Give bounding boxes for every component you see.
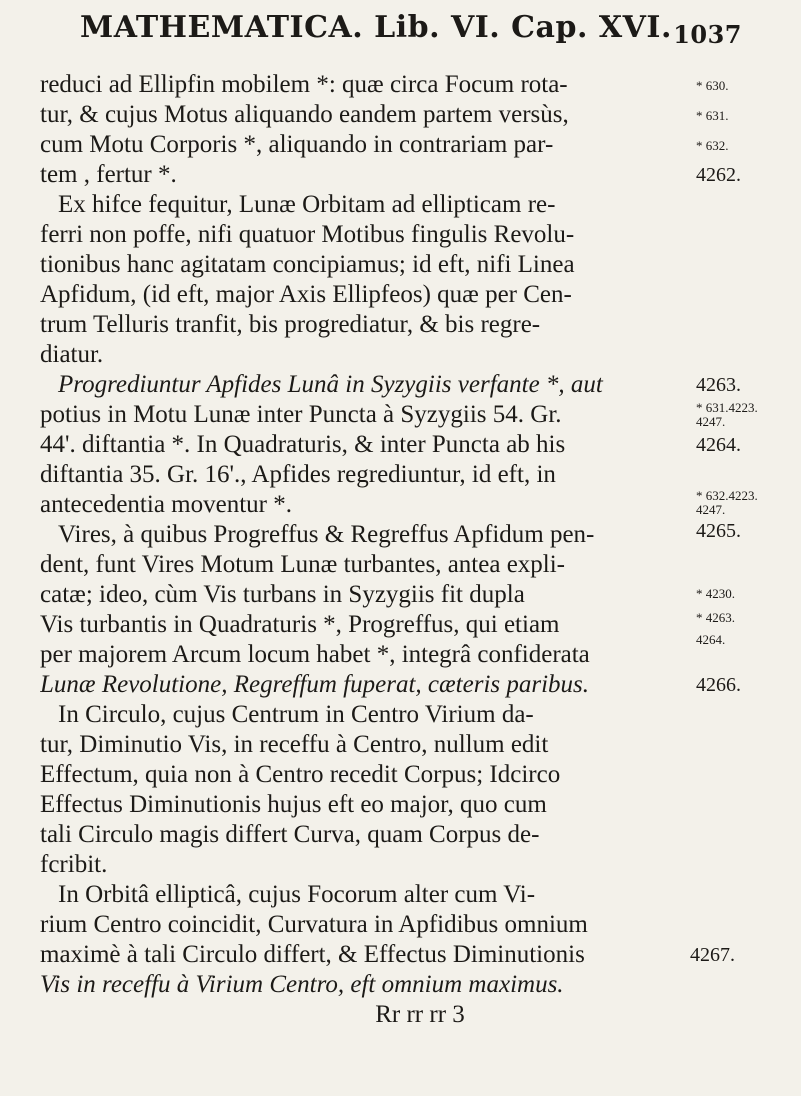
margin-note: * 4230.	[696, 586, 735, 601]
text-line: tali Circulo magis differt Curva, quam Corpus de-	[40, 821, 540, 848]
text-line: reduci ad Ellipfin mobilem *: quæ circa Focum rota-	[40, 71, 568, 98]
text-line: maximè à tali Circulo differt, & Effectus Diminutionis	[40, 941, 585, 968]
text-line: per majorem Arcum locum habet *, integrâ confiderata	[40, 641, 590, 668]
text-line: cum Motu Corporis *, aliquando in contrariam par-	[40, 131, 554, 158]
text-line: tur, & cujus Motus aliquando eandem partem versùs,	[40, 101, 569, 128]
margin-note: * 631.	[696, 108, 729, 123]
text-line: catæ; ideo, cùm Vis turbans in Syzygiis fit dupla	[40, 581, 525, 608]
text-line: potius in Motu Lunæ inter Puncta à Syzygiis 54. Gr.	[40, 401, 562, 428]
margin-note: * 632.	[696, 138, 729, 153]
signature-mark: Rr rr rr 3	[375, 1001, 465, 1028]
running-header	[80, 10, 742, 49]
margin-note: * 4263.	[696, 610, 735, 625]
margin-note: * 630.	[696, 78, 729, 93]
text-line: tionibus hanc agitatam concipiamus; id eft, nifi Linea	[40, 251, 575, 278]
text-line: Effectus Diminutionis hujus eft eo major, quo cum	[40, 791, 547, 818]
page-number: 1037	[673, 20, 742, 49]
text-line: diatur.	[40, 341, 104, 368]
text-line: tem , fertur *.	[40, 161, 177, 188]
margin-note: * 632.4223.	[696, 488, 758, 503]
text-line: Effectum, quia non à Centro recedit Corpus; Idcirco	[40, 761, 561, 788]
margin-note: 4264.	[696, 632, 726, 647]
main-text	[40, 70, 690, 1030]
header-title: MATHEMATICA. Lib. VI. Cap. XVI.	[80, 10, 672, 45]
text-line: 44'. diftantia *. In Quadraturis, & inter Puncta ab his	[40, 431, 566, 458]
text-line: fcribit.	[40, 851, 108, 878]
text-line: rium Centro coincidit, Curvatura in Apfidibus omnium	[40, 911, 588, 938]
text-line: Ex hifce fequitur, Lunæ Orbitam ad ellipticam re-	[58, 191, 556, 218]
text-line: antecedentia moventur *.	[40, 491, 292, 518]
text-line: In Orbitâ ellipticâ, cujus Focorum alter cum Vi-	[58, 881, 536, 908]
margin-note: 4262.	[696, 164, 741, 186]
margin-note: * 631.4223.	[696, 400, 758, 415]
margin-note: 4247.	[696, 502, 726, 517]
text-line: tur, Diminutio Vis, in receffu à Centro, nullum edit	[40, 731, 549, 758]
margin-note: 4266.	[696, 674, 741, 696]
margin-note: 4265.	[696, 520, 741, 542]
text-line: dent, funt Vires Motum Lunæ turbantes, antea expli-	[40, 551, 566, 578]
text-line: Lunæ Revolutione, Regreffum fuperat, cæteris paribus.	[40, 671, 590, 698]
text-line: Vis in receffu à Virium Centro, eft omnium maximus.	[40, 971, 564, 998]
text-line: Progrediuntur Apfides Lunâ in Syzygiis verfante *, aut	[58, 371, 603, 398]
margin-note: 4263.	[696, 374, 741, 396]
text-line: diftantia 35. Gr. 16'., Apfides regrediuntur, id eft, in	[40, 461, 556, 488]
text-line: ferri non poffe, nifi quatuor Motibus fingulis Revolu-	[40, 221, 575, 248]
margin-note: 4267.	[690, 944, 735, 966]
margin-note: 4264.	[696, 434, 741, 456]
text-line: Vis turbantis in Quadraturis *, Progreffus, qui etiam	[40, 611, 560, 638]
text-line: Vires, à quibus Progreffus & Regreffus Apfidum pen-	[58, 521, 595, 548]
text-line: trum Telluris tranfit, bis progrediatur, & bis regre-	[40, 311, 541, 338]
text-line: Apfidum, (id eft, major Axis Ellipfeos) quæ per Cen-	[40, 281, 572, 308]
margin-note: 4247.	[696, 414, 726, 429]
text-line: In Circulo, cujus Centrum in Centro Virium da-	[58, 701, 534, 728]
